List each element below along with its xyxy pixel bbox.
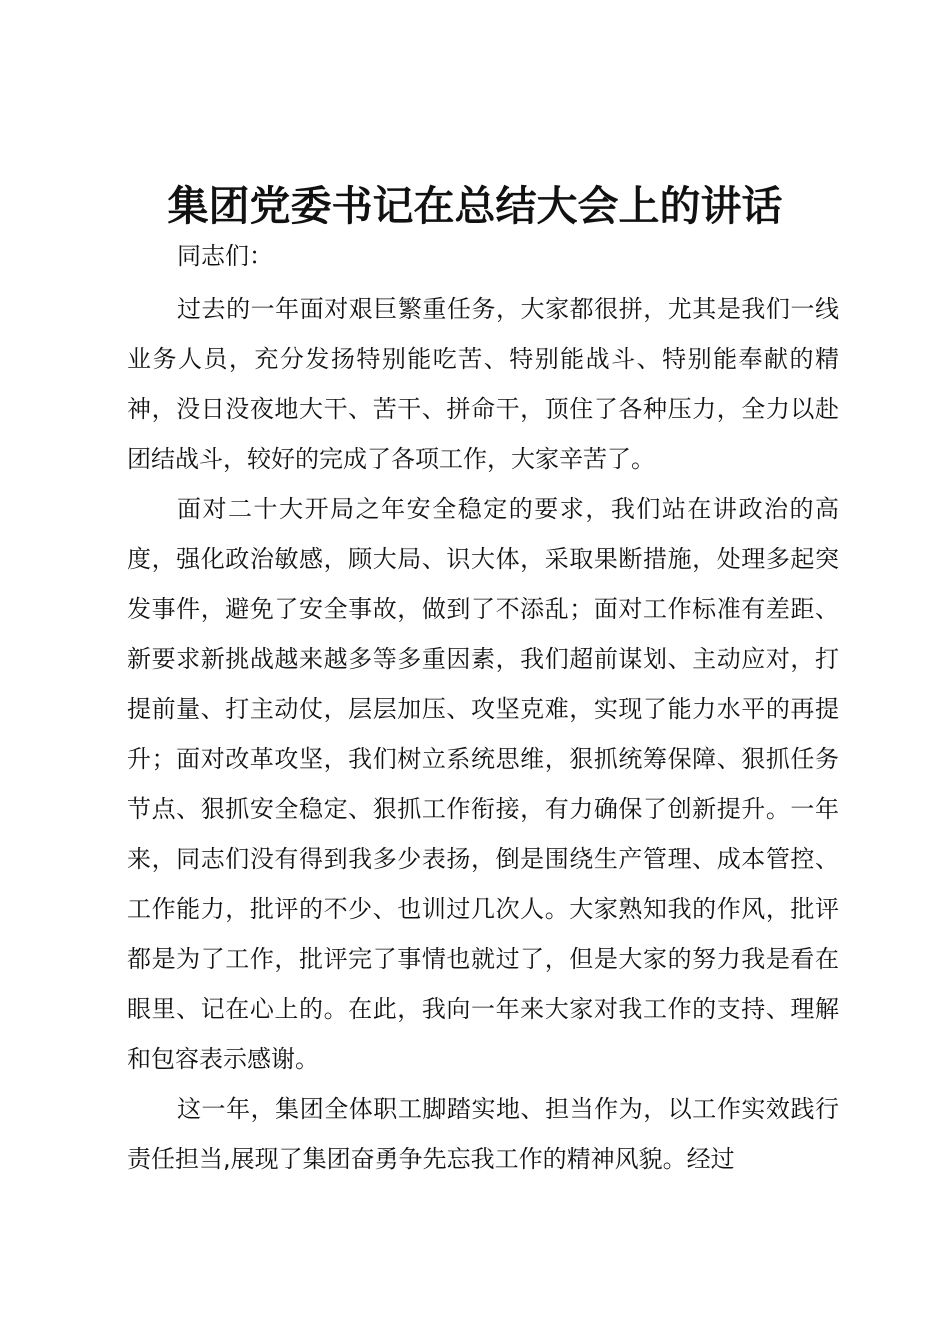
salutation: 同志们：	[177, 242, 273, 270]
paragraph-1: 过去的一年面对艰巨繁重任务，大家都很拼，尤其是我们一线业务人员，充分发扬特别能吃苦、特别能战斗、特别能奉献的精神，没日没夜地大干、苦干、拼命干，顶住了各种压力，全力以赴团结战斗，较好的完成了各项工作，大家辛苦了。	[127, 295, 839, 473]
document-body	[127, 284, 839, 1184]
paragraph-2: 面对二十大开局之年安全稳定的要求，我们站在讲政治的高度，强化政治敏感，顾大局、识大体，采取果断措施，处理多起突发事件，避免了安全事故，做到了不添乱；面对工作标准有差距、新要求新挑战越来越多等多重因素，我们超前谋划、主动应对，打提前量、打主动仗，层层加压、攻坚克难，实现了能力水平的再提升；面对改革攻坚，我们树立系统思维，狠抓统筹保障、狠抓任务节点、狠抓安全稳定、狠抓工作衔接，有力确保了创新提升。一年来，同志们没有得到我多少表扬，倒是围绕生产管理、成本管控、工作能力，批评的不少、也训过几次人。大家熟知我的作风，批评都是为了工作，批评完了事情也就过了，但是大家的努力我是看在眼里、记在心上的。在此，我向一年来大家对我工作的支持、理解和包容表示感谢。	[127, 495, 839, 1073]
document-title: 集团党委书记在总结大会上的讲话	[167, 182, 783, 230]
paragraph-3: 这一年，集团全体职工脚踏实地、担当作为，以工作实效践行责任担当,展现了集团奋勇争先忘我工作的精神风貌。经过	[127, 1095, 839, 1173]
